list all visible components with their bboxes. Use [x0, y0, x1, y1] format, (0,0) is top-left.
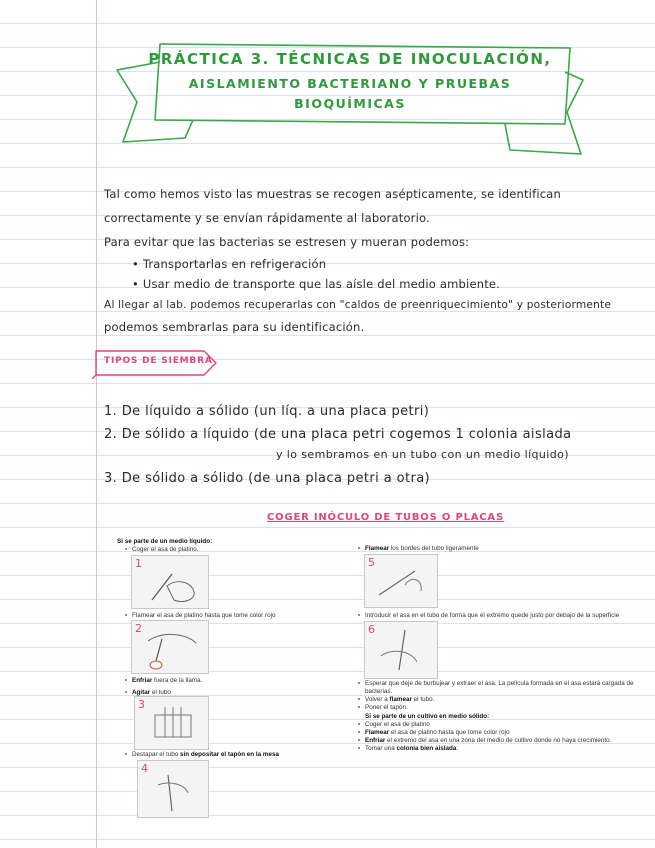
- doc-step-1: Coger el asa de platino.: [125, 546, 199, 553]
- doc-right-step-1: Flamear los bordes del tubo ligeramente: [358, 545, 479, 552]
- tube-rack-illustration-icon: [135, 697, 208, 749]
- photo-step-1: 1: [131, 555, 209, 609]
- doc-right-heading: Si se parte de un cultivo en medio sólido:: [365, 713, 490, 720]
- section-tag-label: TIPOS DE SIEMBRA: [104, 356, 213, 366]
- hand-loop-illustration-icon: [132, 556, 208, 608]
- intro-line-5: podemos sembrarlas para su identificación.: [104, 320, 365, 334]
- siembra-item-3: 3. De sólido a sólido (de una placa petri a otra): [104, 471, 431, 486]
- doc-right-step-9: Tomar una colonia bien aislada.: [358, 745, 458, 752]
- siembra-item-2: 2. De sólido a líquido (de una placa petri cogemos 1 colonia aislada: [104, 427, 572, 442]
- doc-right-step-4: Volver a flamear el tubo.: [358, 696, 434, 703]
- intro-bullet-2: • Usar medio de transporte que las aísle del medio ambiente.: [132, 277, 501, 291]
- intro-line-2: correctamente y se envían rápidamente al laboratorio.: [104, 211, 430, 225]
- siembra-item-2-cont: y lo sembramos en un tubo con un medio líquido): [276, 448, 569, 461]
- flame-illustration-icon: [132, 621, 208, 673]
- bullet-dot-icon: •: [132, 257, 143, 271]
- insert-loop-illustration-icon: [365, 622, 437, 678]
- photo-step-2: 2: [131, 620, 209, 674]
- title-line-2: AISLAMIENTO BACTERIANO Y PRUEBAS: [188, 76, 512, 91]
- doc-left-heading: Si se parte de un medio líquido:: [117, 538, 213, 545]
- intro-line-3: Para evitar que las bacterias se estresen y mueran podemos:: [104, 235, 470, 249]
- doc-right-step-2: Introducir el asa en el tubo de forma que el extremo quede justo por debajo de la superficie: [358, 612, 619, 619]
- uncap-tube-illustration-icon: [138, 761, 208, 817]
- bullet-dot-icon: •: [132, 277, 143, 291]
- doc-right-step-3-cont: bacterias.: [365, 688, 393, 695]
- title-line-1: PRÁCTICA 3. TÉCNICAS DE INOCULACIÓN,: [148, 50, 552, 68]
- title-banner: [115, 42, 585, 167]
- intro-line-4: Al llegar al lab. podemos recuperarlas con "caldos de preenriquecimiento" y posteriormente: [104, 299, 612, 311]
- doc-step-4: Agitar el tubo: [125, 689, 171, 696]
- title-line-3: BIOQUÍMICAS: [294, 96, 406, 111]
- photo-step-4: 4: [137, 760, 209, 818]
- doc-right-step-6: Coger el asa de platino: [358, 721, 430, 728]
- intro-bullet-1: • Transportarlas en refrigeración: [132, 257, 327, 271]
- doc-step-5: Destapar el tubo sin depositar el tapón en la mesa: [125, 751, 279, 758]
- photo-step-5: 5: [364, 554, 438, 608]
- siembra-item-1: 1. De líquido a sólido (un líq. a una placa petri): [104, 404, 430, 419]
- doc-right-step-3: Esperar que deje de burbujear y extraer el asa. La película formada en el asa estará cargada de: [358, 680, 634, 687]
- inoculo-heading: COGER INÓCULO DE TUBOS O PLACAS: [267, 512, 504, 523]
- intro-line-1: Tal como hemos visto las muestras se recogen asépticamente, se identifican: [104, 187, 561, 201]
- flame-tube-illustration-icon: [365, 555, 437, 607]
- photo-step-3: 3: [134, 696, 209, 750]
- doc-step-3: Enfriar fuera de la llama.: [125, 677, 202, 684]
- doc-right-step-7: Flamear el asa de platino hasta que tome color rojo: [358, 729, 510, 736]
- doc-right-step-5: Poner el tapón.: [358, 704, 408, 711]
- photo-step-6: 6: [364, 621, 438, 679]
- doc-right-step-8: Enfriar el extremo del asa en una zona del medio de cultivo donde no haya crecimiento.: [358, 737, 611, 744]
- doc-step-2: Flamear el asa de platino hasta que tome color rojo: [125, 612, 276, 619]
